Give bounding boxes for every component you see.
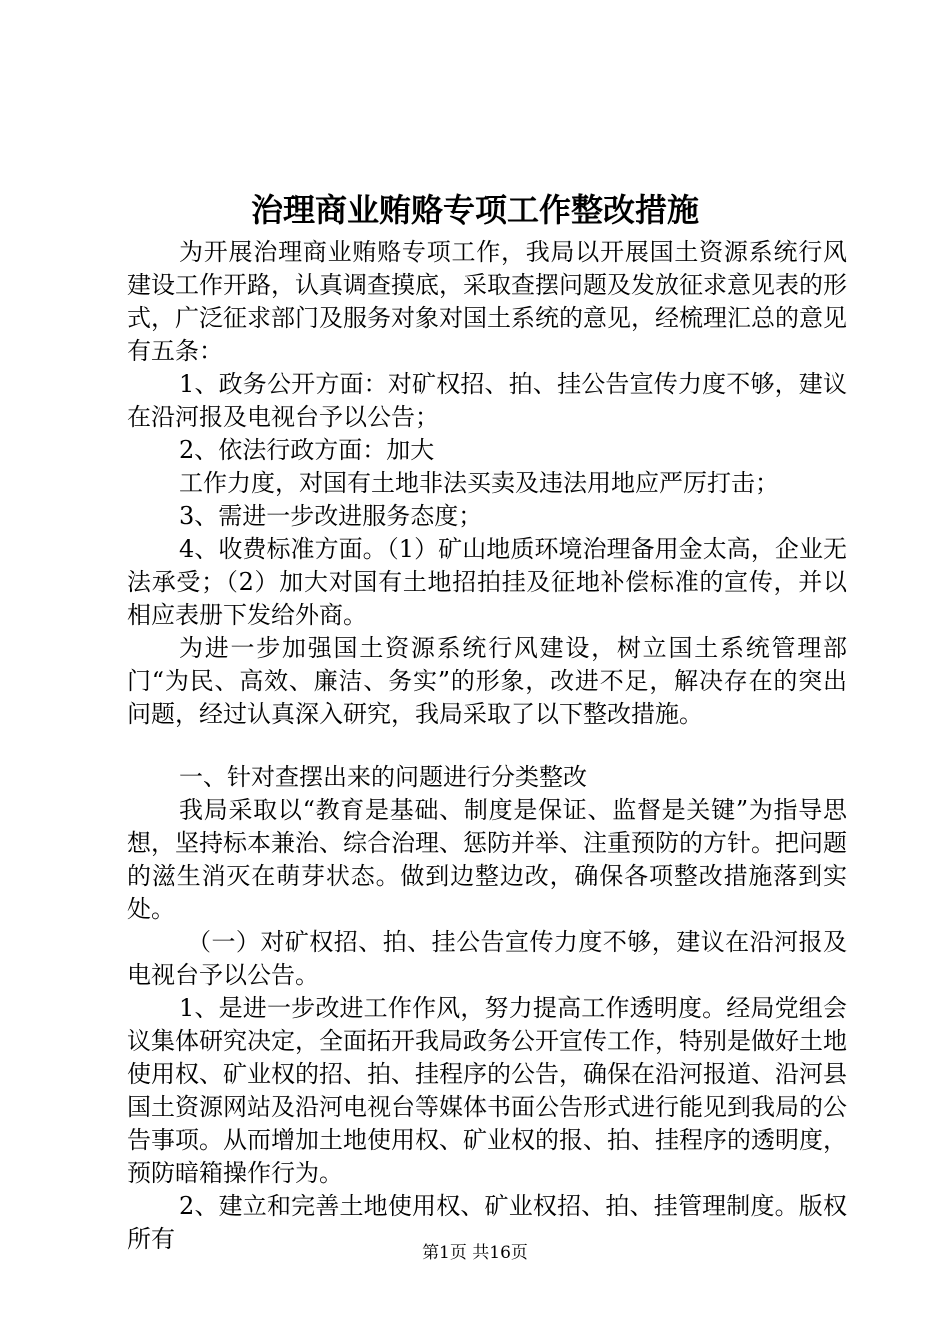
paragraph-gap [127, 731, 847, 761]
intro-paragraph: 为开展治理商业贿赂专项工作，我局以开展国土资源系统行风建设工作开路，认真调查摸底，采取查摆问题及发放征求意见表的形式，广泛征求部门及服务对象对国土系统的意见，经梳理汇总的意见有五条： [127, 238, 847, 365]
document-title: 治理商业贿赂专项工作整改措施 [250, 191, 699, 229]
opinion-item-3: 3、需进一步改进服务态度； [179, 502, 483, 530]
guiding-principle-paragraph: 我局采取以“教育是基础、制度是保证、监督是关键”为指导思想，坚持标本兼治、综合治理、惩防并举、注重预防的方针。把问题的滋生消灭在萌芽状态。做到边整边改，确保各项整改措施落到实处。 [127, 796, 847, 923]
document-body [127, 236, 847, 1256]
section-heading-1: 一、针对查摆出来的问题进行分类整改 [179, 763, 587, 791]
measures-intro-paragraph: 为进一步加强国土资源系统行风建设，树立国土系统管理部门“为民、高效、廉洁、务实”的形象，改进不足，解决存在的突出问题，经过认真深入研究，我局采取了以下整改措施。 [127, 634, 847, 728]
subsection-heading-1: （一）对矿权招、拍、挂公告宣传力度不够，建议在沿河报及电视台予以公告。 [127, 928, 847, 989]
measure-item-2: 2、建立和完善土地使用权、矿业权招、拍、挂管理制度。版权所有 [127, 1192, 847, 1253]
opinion-item-2: 2、依法行政方面：加大 [179, 436, 435, 464]
opinion-item-1: 1、政务公开方面：对矿权招、拍、挂公告宣传力度不够，建议在沿河报及电视台予以公告； [127, 370, 847, 431]
opinion-item-2-continued: 工作力度，对国有土地非法买卖及违法用地应严厉打击； [179, 469, 779, 497]
page-number-footer: 第1页 共16页 [422, 1243, 528, 1263]
measure-item-1: 1、是进一步改进工作作风，努力提高工作透明度。经局党组会议集体研究决定，全面拓开我局政务公开宣传工作，特别是做好土地使用权、矿业权的招、拍、挂程序的公告，确保在沿河报道、沿河县国土资源网站及沿河电视台等媒体书面公告形式进行能见到我局的公告事项。从而增加土地使用权、矿业权的报、拍、挂程序的透明度，预防暗箱操作行为。 [127, 994, 847, 1187]
opinion-item-4: 4、收费标准方面。（1）矿山地质环境治理备用金太高，企业无法承受；（2）加大对国有土地招拍挂及征地补偿标准的宣传，并以相应表册下发给外商。 [127, 535, 847, 629]
